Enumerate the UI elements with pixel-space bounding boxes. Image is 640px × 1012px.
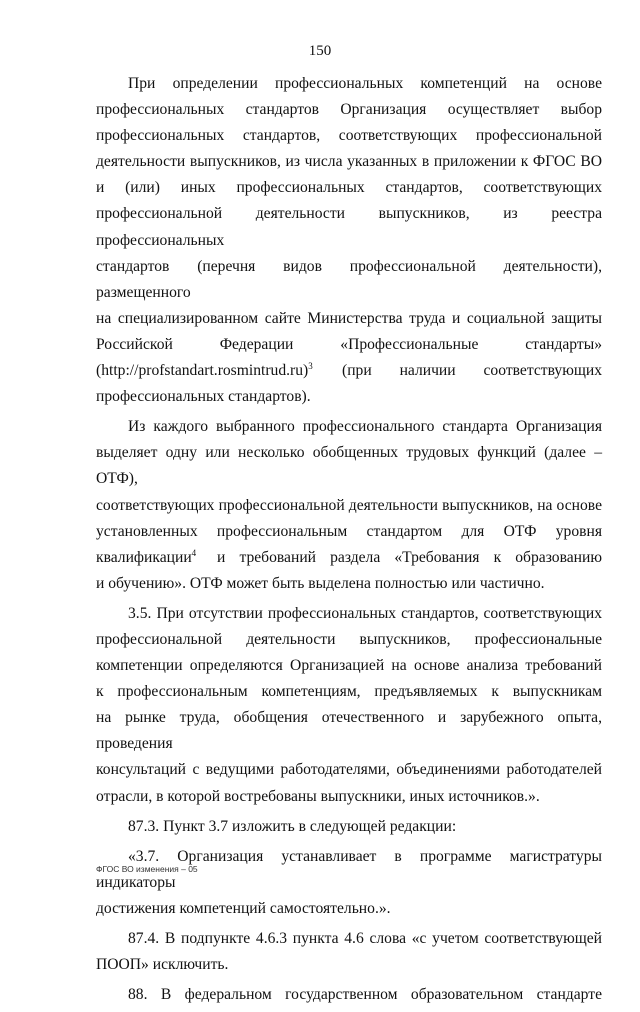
- url-text: (http://profstandart.rosmintrud.ru): [96, 362, 309, 380]
- paragraph-87-4: [96, 926, 602, 978]
- page-number: 150: [308, 43, 332, 59]
- text-line: и обучению». ОТФ может быть выделена полностью или частично.: [96, 574, 545, 592]
- text-line: профессиональных стандартов, соответствующих профессиональной: [96, 127, 602, 145]
- text-line: консультаций с ведущими работодателями, объединениями работодателей: [96, 761, 602, 779]
- text-line-with-footnote: [96, 545, 602, 571]
- text-line: профессиональных стандартов Организация осуществляет выбор: [96, 101, 602, 119]
- text-line: ПООП» исключить.: [96, 956, 229, 974]
- paragraph-87-3: [96, 814, 602, 840]
- footnote-ref-3: 3: [308, 360, 313, 371]
- text-line: соответствующих профессиональной деятельности выпускников, на основе: [96, 496, 602, 514]
- paragraph-otf: [96, 414, 602, 597]
- text-line: При определении профессиональных компетенций на основе: [128, 75, 602, 92]
- text-line: отрасли, в которой востребованы выпускники, иных источников.».: [96, 787, 540, 805]
- paragraph-professional-standards: [96, 71, 602, 410]
- text-line: достижения компетенций самостоятельно.».: [96, 899, 391, 917]
- paragraph-88: [96, 982, 602, 1008]
- text-line: профессиональных стандартов).: [96, 388, 311, 406]
- text-line: «3.7. Организация устанавливает в программе магистратуры индикаторы: [96, 847, 602, 891]
- paragraph-3-7-quote: [96, 844, 602, 922]
- text-line: 87.3. Пункт 3.7 изложить в следующей редакции:: [128, 817, 457, 835]
- text-line: установленных профессиональным стандартом для ОТФ уровня: [96, 522, 602, 540]
- text-line: профессиональной деятельности выпускников, из реестра профессиональных: [96, 205, 602, 249]
- text-line: компетенции определяются Организацией на основе анализа требований: [96, 657, 602, 675]
- text-line: на рынке труда, обобщения отечественного и зарубежного опыта, проведения: [96, 709, 602, 753]
- text-line: 88. В федеральном государственном образовательном стандарте: [128, 986, 602, 1004]
- text-line: 87.4. В подпункте 4.6.3 пункта 4.6 слова «с учетом соответствующей: [128, 930, 602, 947]
- text-line: Из каждого выбранного профессионального стандарта Организация: [128, 418, 602, 436]
- text-line-with-footnote: [96, 358, 602, 384]
- text-line: деятельности выпускников, из числа указанных в приложении к ФГОС ВО: [96, 153, 602, 171]
- text-line: стандартов (перечня видов профессиональной деятельности), размещенного: [96, 257, 602, 301]
- text-fragment: (при наличии соответствующих: [342, 362, 602, 380]
- text-line: профессиональной деятельности выпускников, профессиональные: [96, 630, 602, 648]
- footnote-ref-4: 4: [191, 547, 197, 558]
- text-line: и (или) иных профессиональных стандартов, соответствующих: [96, 179, 602, 197]
- text-line: к профессиональным компетенциям, предъявляемых к выпускникам: [96, 683, 602, 701]
- text-line: на специализированном сайте Министерства труда и социальной защиты: [96, 309, 602, 327]
- text-line: выделяет одну или несколько обобщенных трудовых функций (далее – ОТФ),: [96, 444, 602, 488]
- document-footer: ФГОС ВО изменения – 05: [96, 864, 198, 874]
- text-line: Российской Федерации «Профессиональные стандарты»: [96, 335, 602, 353]
- text-fragment: квалификации: [96, 548, 192, 566]
- text-line: 3.5. При отсутствии профессиональных стандартов, соответствующих: [128, 604, 602, 622]
- text-fragment: и требований раздела «Требования к образованию: [217, 548, 602, 566]
- paragraph-3-5: [96, 601, 602, 810]
